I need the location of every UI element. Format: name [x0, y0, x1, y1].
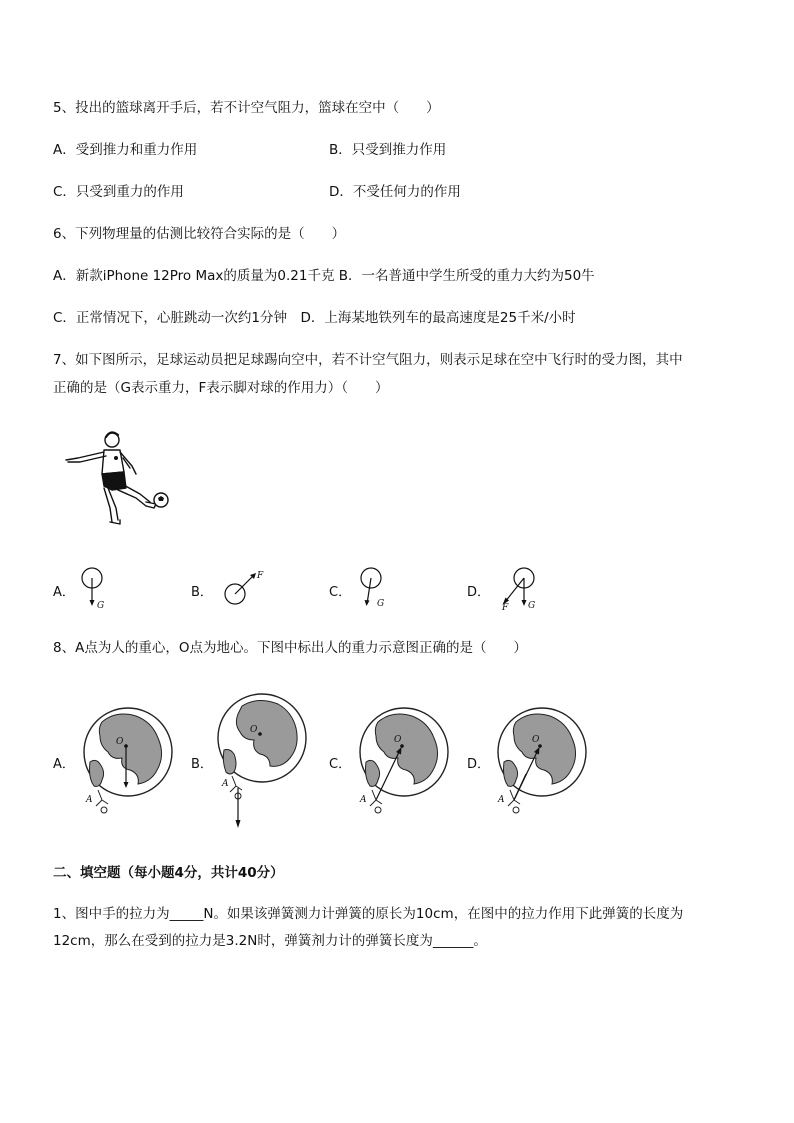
q8-option-d-earth-diagram: [490, 702, 594, 818]
force-g-label: G: [377, 599, 385, 609]
point-a-label: A: [498, 795, 505, 805]
q7-option-c-diagram: [358, 566, 392, 612]
soccer-player-figure: [60, 428, 172, 532]
point-a-label: A: [86, 795, 93, 805]
fill1-line1: 1、图中手的拉力为_____N。如果该弹簧测力计弹簧的原长为10cm，在图中的拉力作用下此弹簧的长度为: [53, 906, 684, 922]
q7-option-b-diagram: [219, 566, 269, 612]
q7-option-a-diagram: [80, 566, 112, 612]
fill1-line2: 12cm，那么在受到的拉力是3.2N时，弹簧剂力计的弹簧长度为______。: [53, 933, 487, 949]
section-heading: 二、填空题（每小题4分，共计40分）: [53, 865, 284, 881]
point-o-label: O: [116, 737, 124, 747]
q6-options-cd: C．正常情况下，心脏跳动一次约1分钟 D．上海某地铁列车的最高速度是25千米/小时: [53, 310, 576, 326]
q8-option-b-earth-diagram: [212, 692, 312, 832]
point-a-label: A: [360, 795, 367, 805]
point-a-label: A: [222, 779, 229, 789]
point-o-label: O: [532, 735, 540, 745]
q5-option-c: C．只受到重力的作用: [53, 184, 184, 200]
force-f-label: F: [502, 603, 509, 612]
q7-option-b-label: B．: [191, 585, 213, 600]
q8-option-a-earth-diagram: [76, 702, 180, 818]
q6-stem: 6、下列物理量的估测比较符合实际的是（ ）: [53, 226, 346, 242]
q5-stem: 5、投出的篮球离开手后，若不计空气阻力，篮球在空中（ ）: [53, 100, 440, 116]
q7-option-a-label: A．: [53, 585, 75, 600]
force-f-label: F: [257, 571, 264, 581]
force-g-label: G: [528, 601, 536, 611]
q8-option-a-label: A．: [53, 757, 75, 772]
q5-option-d: D．不受任何力的作用: [329, 184, 461, 200]
q7-stem-line2: 正确的是（G表示重力，F表示脚对球的作用力）（ ）: [53, 380, 389, 396]
q5-option-a: A．受到推力和重力作用: [53, 142, 198, 158]
q8-option-c-label: C．: [329, 757, 352, 772]
q7-option-d-label: D．: [467, 585, 491, 600]
point-o-label: O: [250, 725, 258, 735]
q7-stem-line1: 7、如下图所示，足球运动员把足球踢向空中，若不计空气阻力，则表示足球在空中飞行时的受力图，其中: [53, 352, 683, 368]
q6-options-ab: A．新款iPhone 12Pro Max的质量为0.21千克 B．一名普通中学生所受的重力大约为50牛: [53, 268, 595, 284]
q7-option-c-label: C．: [329, 585, 352, 600]
q8-stem: 8、A点为人的重心，O点为地心。下图中标出人的重力示意图正确的是（ ）: [53, 640, 527, 656]
q5-option-b: B．只受到推力作用: [329, 142, 447, 158]
point-o-label: O: [394, 735, 402, 745]
force-g-label: G: [97, 601, 105, 611]
q8-option-b-label: B．: [191, 757, 213, 772]
q8-option-c-earth-diagram: [352, 702, 456, 818]
q7-option-d-diagram: [497, 564, 543, 612]
q8-option-d-label: D．: [467, 757, 491, 772]
